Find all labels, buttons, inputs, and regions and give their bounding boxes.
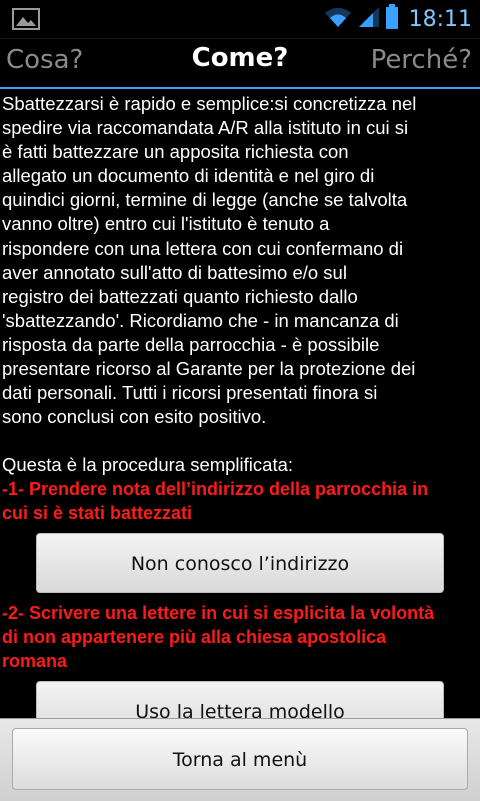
tab-divider [0, 87, 480, 89]
step-1-line: -1- Prendere nota dell’indirizzo della parrocchia in [2, 479, 429, 500]
battery-icon [385, 4, 399, 34]
intro-line: vanno oltre) entro cui l'istituto è tenuto a [2, 213, 330, 235]
step-1-line: cui si è stati battezzati [2, 503, 193, 524]
cell-signal-icon [357, 5, 381, 33]
status-bar [0, 0, 480, 39]
intro-line: quindici giorni, termine di legge (anche se talvolta [2, 189, 408, 211]
image-notification-icon [12, 8, 40, 30]
unknown-address-button[interactable]: Non conosco l’indirizzo [36, 533, 444, 593]
status-icons [323, 4, 472, 34]
intro-line: registro dei battezzati quanto richiesto dallo [2, 285, 358, 307]
intro-line: risposta da parte della parrocchia - è possibile [2, 333, 380, 355]
intro-line: Sbattezzarsi è rapido e semplice:si concretizza nel [2, 93, 417, 114]
intro-line: aver annotato sull'atto di battesimo e/o sul [2, 261, 347, 283]
use-template-letter-button[interactable]: Uso la lettera modello [36, 681, 444, 718]
intro-line: spedire via raccomandata A/R alla istituto in cui si [2, 117, 409, 139]
tab-cosa[interactable]: Cosa? [6, 45, 84, 75]
wifi-icon [323, 5, 353, 33]
tab-perche[interactable]: Perché? [370, 45, 472, 75]
intro-paragraph [0, 92, 480, 429]
procedure-heading: Questa è la procedura semplificata: [2, 454, 294, 476]
step-2-text [0, 601, 480, 673]
step-2-line: -2- Scrivere una lettere in cui si esplicita la volontà [2, 603, 435, 624]
bottom-bar [0, 718, 480, 801]
intro-line: dati personali. Tutti i ricorsi presentati finora si [2, 382, 378, 404]
intro-line: rispondere con una lettera con cui confermano di [2, 237, 404, 259]
back-to-menu-button[interactable]: Torna al menù [12, 728, 468, 790]
tab-come[interactable]: Come? [191, 43, 289, 73]
intro-line: 'sbattezzando'. Ricordiamo che - in mancanza di [2, 309, 399, 331]
intro-line: sono conclusi con esito positivo. [2, 406, 267, 428]
content-scroll[interactable] [0, 92, 480, 718]
step-1-text [0, 477, 480, 525]
step-2-line: di non appartenere più alla chiesa apostolica [2, 627, 387, 648]
step-2-line: romana [2, 651, 68, 672]
intro-line: allegato un documento di identità e nel giro di [2, 165, 375, 187]
clock: 18:11 [408, 6, 472, 32]
intro-line: è fatti battezzare un apposita richiesta con [2, 141, 349, 163]
intro-line: presentare ricorso al Garante per la protezione dei [2, 358, 416, 380]
tab-bar [0, 39, 480, 87]
